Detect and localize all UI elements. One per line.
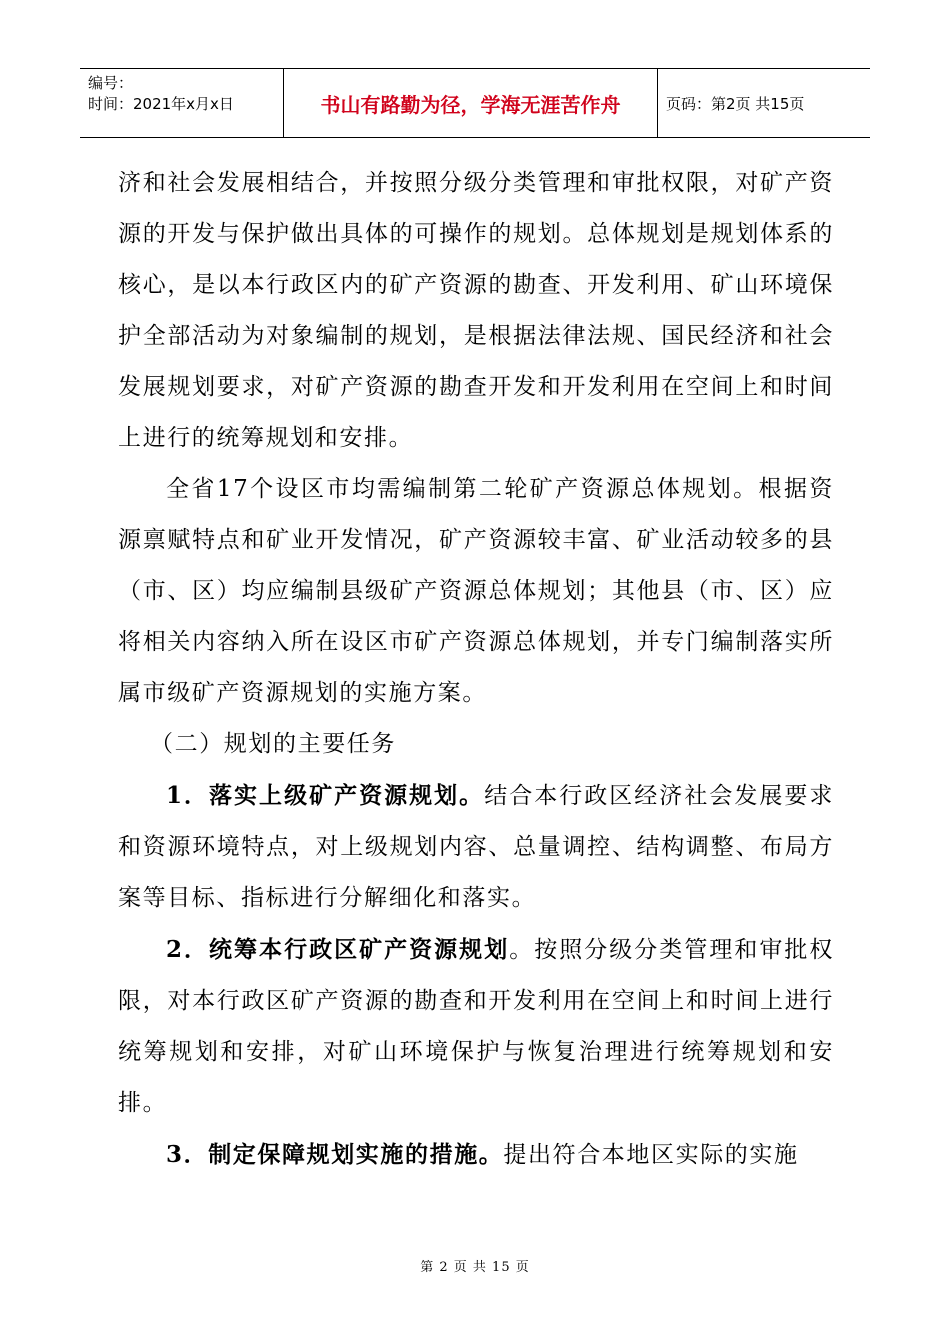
header-meta: [80, 69, 284, 137]
task-item-title: 2．统筹本行政区矿产资源规划: [166, 936, 510, 963]
task-item-title: 3．制定保障规划实施的措施。: [166, 1141, 504, 1168]
task-item-1: [118, 770, 834, 924]
task-item-text: 结合本行政区经济社会发展要求和资源环境特点，对上级规划内容、总量调控、结构调整、布局方案等目标、指标进行分解细化和落实。: [118, 783, 834, 911]
section-heading: （二）规划的主要任务: [150, 731, 396, 757]
paragraph: 济和社会发展相结合，并按照分级分类管理和审批权限，对矿产资源的开发与保护做出具体的可操作的规划。总体规划是规划体系的核心，是以本行政区内的矿产资源的勘查、开发利用、矿山环境保护全部活动为对象编制的规划，是根据法律法规、国民经济和社会发展规划要求，对矿产资源的勘查开发和开发利用在空间上和时间上进行的统筹规划和安排。: [118, 170, 834, 451]
task-item-2: [118, 924, 834, 1129]
task-item-text: 。按照分级分类管理和审批权限，对本行政区矿产资源的勘查和开发利用在空间上和时间上进行统筹规划和安排，对矿山环境保护与恢复治理进行统筹规划和安排。: [118, 937, 834, 1116]
document-body: [118, 158, 834, 1181]
task-item-3: [118, 1129, 834, 1181]
document-date-label: 时间：2021年x月x日: [88, 95, 234, 113]
header-motto: 书山有路勤为径，学海无涯苦作舟: [284, 69, 658, 137]
paragraph: 全省17个设区市均需编制第二轮矿产资源总体规划。根据资源禀赋特点和矿业开发情况，矿产资源较丰富、矿业活动较多的县（市、区）均应编制县级矿产资源总体规划；其他县（市、区）应将相关内容纳入所在设区市矿产资源总体规划，并专门编制落实所属市级矿产资源规划的实施方案。: [118, 476, 834, 706]
task-item-text: 提出符合本地区实际的实施: [503, 1142, 799, 1168]
header-page-info: 页码：第2页 共15页: [666, 94, 805, 113]
page-footer: 第 2 页 共 15 页: [420, 1260, 530, 1275]
page-header: [80, 68, 870, 138]
task-item-title: 1．落实上级矿产资源规划。: [166, 782, 485, 809]
document-number-label: 编号：: [88, 74, 134, 92]
